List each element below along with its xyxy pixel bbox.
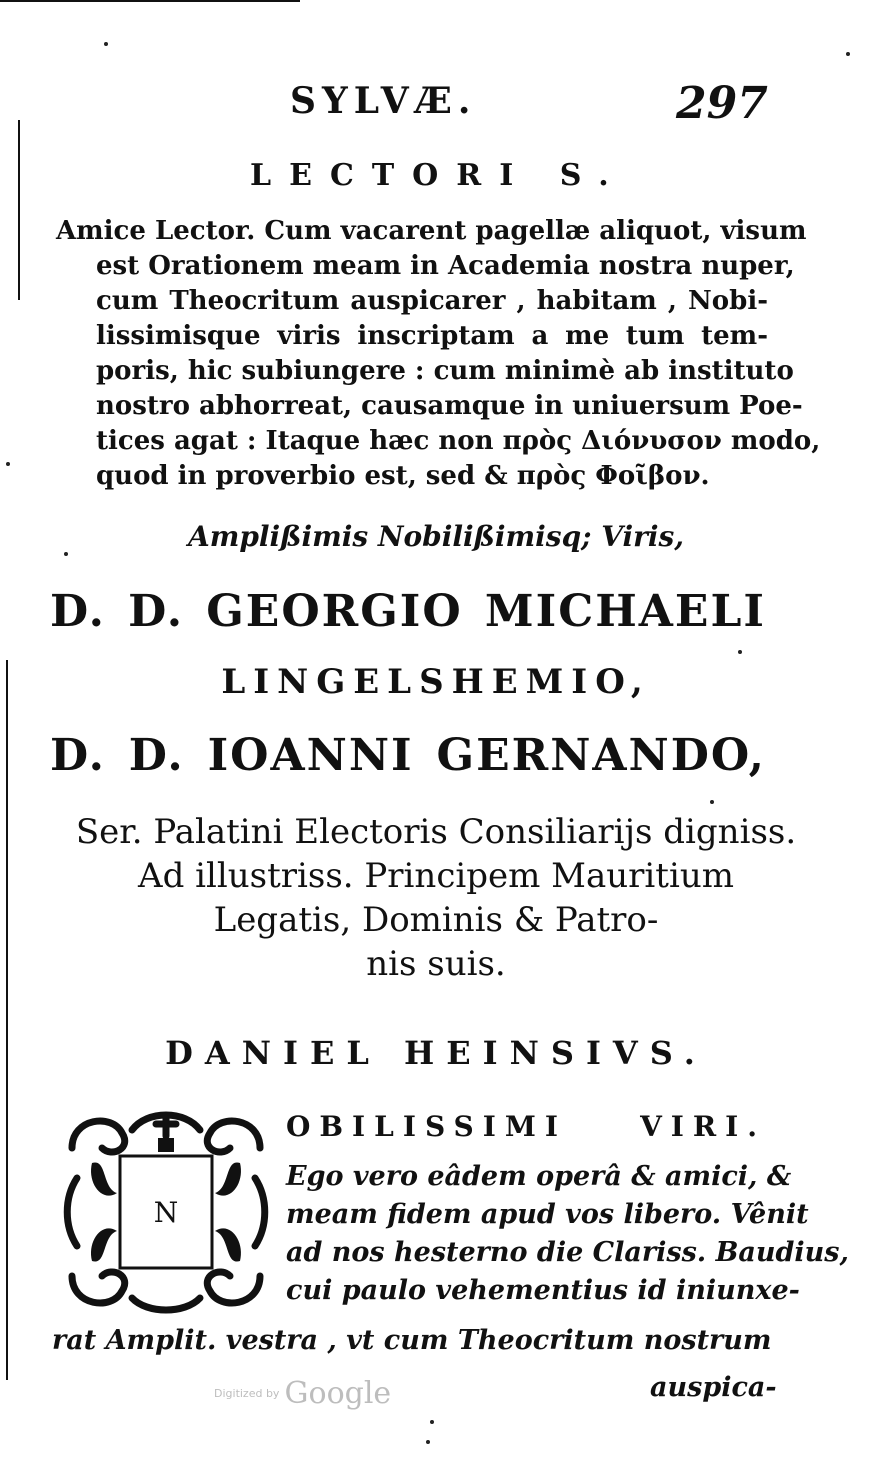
preface-line: tices agat : Itaque hæc non πρὸς Διόνυσον modo, — [96, 426, 821, 456]
watermark-prefix: Digitized by — [214, 1387, 280, 1400]
preface-line: est Orationem meam in Academia nostra nuper, — [96, 251, 795, 281]
section-heading: LECTORI S. — [250, 158, 627, 193]
salutation: OBILISSIMI VIRI. — [286, 1110, 766, 1143]
decorated-initial — [62, 1108, 270, 1316]
initial-letter: N — [153, 1196, 179, 1229]
preface-line: Amice Lector. Cum vacarent pagellæ aliquot, visum — [56, 216, 807, 246]
ink-speck — [710, 800, 714, 804]
ink-speck — [430, 1420, 434, 1424]
page-edge-left-lower — [6, 660, 8, 1380]
preface-paragraph — [56, 214, 821, 494]
page-edge-top — [0, 0, 300, 2]
ink-speck — [426, 1440, 430, 1444]
ink-speck — [6, 462, 10, 466]
running-head: SYLVÆ. — [290, 80, 477, 122]
page-number: 297 — [676, 78, 768, 129]
recipient-name-1: D. D. GEORGIO MICHAELI — [50, 586, 766, 637]
digitization-watermark — [214, 1376, 391, 1411]
titles-line: Ad illustriss. Principem Mauritium — [138, 856, 734, 896]
letter-body-bottom — [52, 1322, 772, 1360]
letter-line: meam fidem apud vos libero. Vênit — [286, 1199, 809, 1230]
page-edge-left — [18, 120, 20, 300]
letter-line: cui paulo vehementius id iniunxe- — [286, 1275, 800, 1306]
preface-line: lissimisque viris inscriptam a me tum tem- — [96, 321, 768, 351]
letter-line: rat Amplit. vestra , vt cum Theocritum nostrum — [52, 1325, 772, 1356]
google-logo: Google — [284, 1376, 392, 1411]
preface-line: cum Theocritum auspicarer , habitam , Nobi- — [96, 286, 768, 316]
ink-speck — [104, 42, 108, 46]
ink-speck — [846, 52, 850, 56]
titles-line: Legatis, Dominis & Patro- — [213, 900, 659, 940]
author-name: DANIEL HEINSIVS. — [165, 1034, 707, 1072]
ink-speck — [738, 650, 742, 654]
recipient-name-2: D. D. IOANNI GERNANDO, — [50, 730, 766, 781]
catchword: auspica- — [650, 1372, 777, 1403]
preface-line: quod in proverbio est, sed & πρὸς Φοῖβον. — [96, 461, 710, 491]
recipient-surname-1: LINGELSHEMIO, — [221, 662, 651, 702]
ink-speck — [64, 552, 68, 556]
letter-body-top — [286, 1158, 849, 1310]
preface-line: poris, hic subiungere : cum minimè ab instituto — [96, 356, 794, 386]
titles-line: Ser. Palatini Electoris Consiliarijs digniss. — [75, 812, 797, 852]
letter-line: ad nos hesterno die Clariss. Baudius, — [286, 1237, 849, 1268]
recipient-titles — [40, 810, 832, 986]
titles-line: nis suis. — [366, 944, 506, 984]
letter-line: Ego vero eâdem operâ & amici, & — [286, 1161, 792, 1192]
dedication-intro: Amplißimis Nobilißimisq; Viris, — [187, 520, 684, 553]
preface-line: nostro abhorreat, causamque in uniuersum Poe- — [96, 391, 803, 421]
